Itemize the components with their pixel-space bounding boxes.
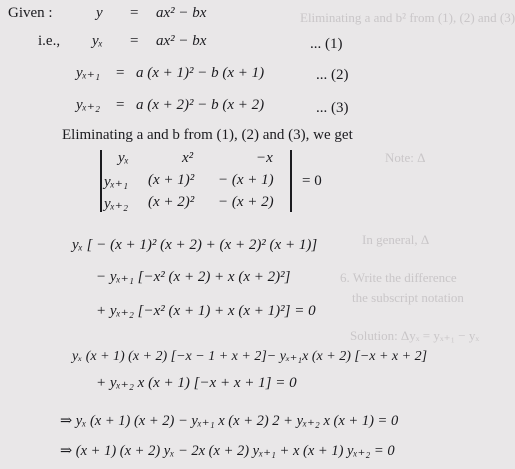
given-eq-lhs: y bbox=[96, 5, 103, 21]
given-eq-rhs: ax² − bx bbox=[156, 5, 207, 21]
determinant-right-bar bbox=[290, 150, 292, 212]
expansion-line-2: − yₓ₊₁ [−x² (x + 2) + x (x + 2)²] bbox=[96, 269, 291, 285]
det-r3c2: (x + 2)² bbox=[148, 194, 195, 210]
given-label: Given : bbox=[8, 5, 53, 21]
expansion-line-7: ⇒ (x + 1) (x + 2) yₓ − 2x (x + 2) yₓ₊₁ + x (x + 1) yₓ₊₂ = 0 bbox=[60, 443, 395, 459]
expansion-line-3: + yₓ₊₂ [−x² (x + 1) + x (x + 1)²] = 0 bbox=[96, 303, 316, 319]
eq2-equals: = bbox=[116, 65, 125, 81]
bleed-through-text: 6. Write the difference bbox=[340, 270, 457, 285]
determinant-left-bar bbox=[100, 150, 102, 212]
det-r2c1: yₓ₊₁ bbox=[104, 174, 129, 190]
det-r1c1: yₓ bbox=[118, 150, 129, 166]
det-equals-zero: = 0 bbox=[302, 173, 322, 189]
expansion-line-4: yₓ (x + 1) (x + 2) [−x − 1 + x + 2]− yₓ₊₁x (x + 2) [−x + x + 2] bbox=[72, 349, 428, 364]
expansion-line-6: ⇒ yₓ (x + 1) (x + 2) − yₓ₊₁ x (x + 2) 2 + yₓ₊₂ x (x + 1) = 0 bbox=[60, 413, 399, 429]
eq1-equals: = bbox=[130, 33, 139, 49]
eq2-tag: ... (2) bbox=[316, 67, 349, 83]
eq1-lhs: yₓ bbox=[92, 33, 103, 49]
bleed-through-text: the subscript notation bbox=[352, 290, 464, 305]
bleed-through-text: Note: Δ bbox=[385, 150, 426, 165]
ie-label: i.e., bbox=[38, 33, 61, 49]
eq3-rhs: a (x + 2)² − b (x + 2) bbox=[136, 97, 265, 113]
eq2-lhs: yₓ₊₁ bbox=[76, 65, 101, 81]
eq2-rhs: a (x + 1)² − b (x + 1) bbox=[136, 65, 265, 81]
bleed-through-text: Eliminating a and b² from (1), (2) and (3) bbox=[300, 10, 515, 25]
eq1-rhs: ax² − bx bbox=[156, 33, 207, 49]
det-r3c3: − (x + 2) bbox=[218, 194, 274, 210]
det-r2c3: − (x + 1) bbox=[218, 172, 274, 188]
det-r1c2: x² bbox=[182, 150, 194, 166]
bleed-through-text: Solution: Δyₓ = yₓ₊₁ − yₓ bbox=[350, 328, 480, 343]
expansion-line-5: + yₓ₊₂ x (x + 1) [−x + x + 1] = 0 bbox=[96, 375, 297, 391]
bleed-through-text: In general, Δ bbox=[362, 232, 430, 247]
eq1-tag: ... (1) bbox=[310, 36, 343, 52]
eliminating-sentence: Eliminating a and b from (1), (2) and (3), we get bbox=[62, 127, 353, 143]
det-r3c1: yₓ₊₂ bbox=[104, 196, 129, 212]
eq3-equals: = bbox=[116, 97, 125, 113]
eq3-lhs: yₓ₊₂ bbox=[76, 97, 101, 113]
det-r2c2: (x + 1)² bbox=[148, 172, 195, 188]
det-r1c3: −x bbox=[256, 150, 273, 166]
given-eq-equals: = bbox=[130, 5, 139, 21]
eq3-tag: ... (3) bbox=[316, 100, 349, 116]
expansion-line-1: yₓ [ − (x + 1)² (x + 2) + (x + 2)² (x + 1)] bbox=[72, 237, 318, 253]
